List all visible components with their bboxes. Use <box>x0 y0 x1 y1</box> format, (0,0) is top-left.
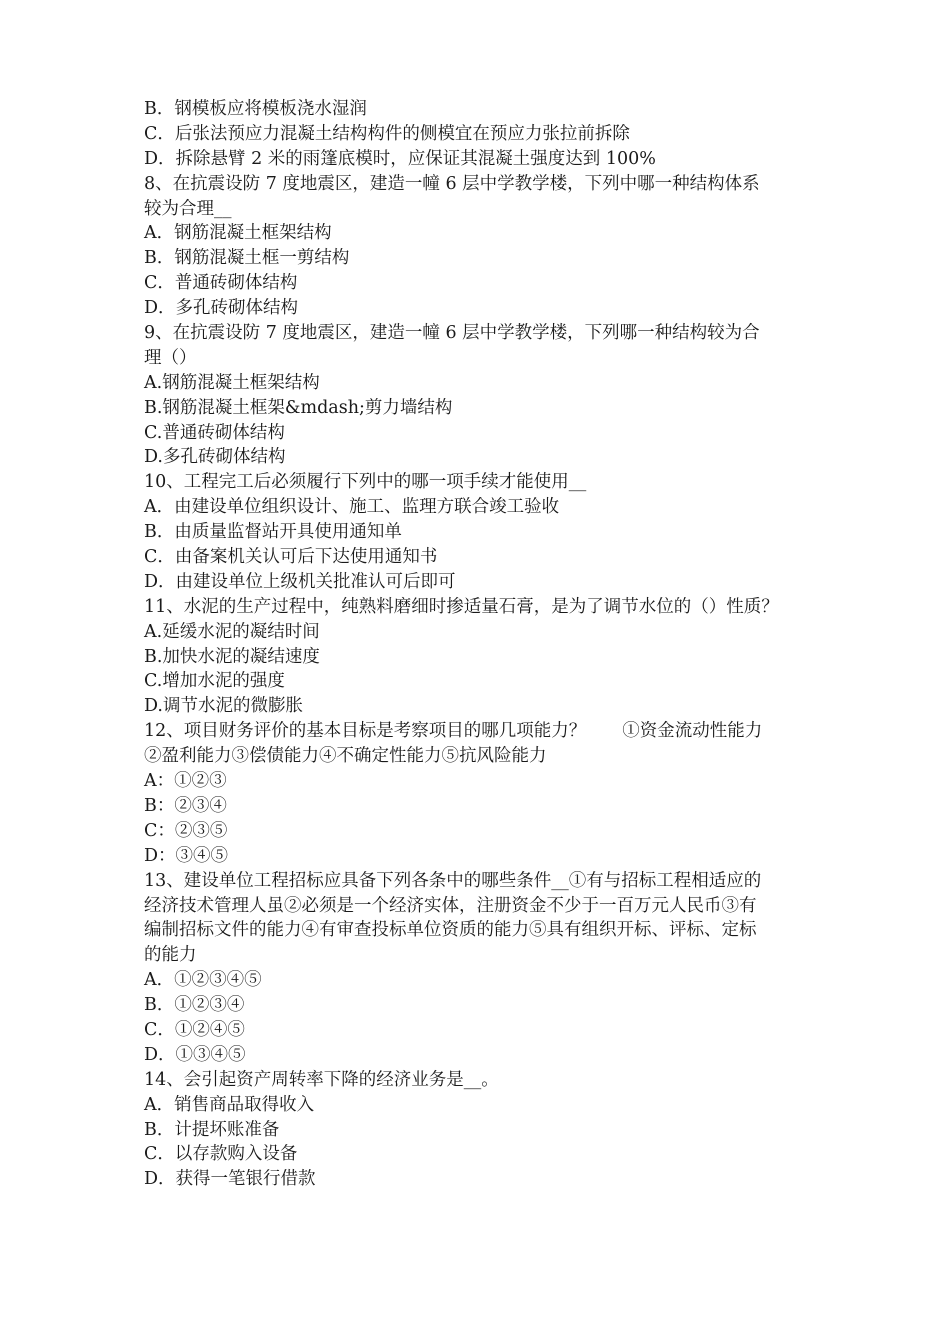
answer-option: C．普通砖砌体结构 <box>144 273 298 294</box>
answer-option: C.普通砖砌体结构 <box>144 422 285 443</box>
document-body <box>144 97 810 1192</box>
answer-option: A.延缓水泥的凝结时间 <box>144 621 320 642</box>
answer-option: C．以存款购入设备 <box>144 1144 298 1165</box>
answer-option: B．钢模板应将模板浇水湿润 <box>144 99 367 119</box>
answer-option: B.钢筋混凝土框架&mdash;剪力墙结构 <box>144 397 453 418</box>
answer-option: A．由建设单位组织设计、施工、监理方联合竣工验收 <box>144 497 560 518</box>
question-stem-line: 较为合理__ <box>144 198 232 219</box>
answer-option: D．由建设单位上级机关批准认可后即可 <box>144 571 456 592</box>
question-stem-line: 9、在抗震设防 7 度地震区，建造一幢 6 层中学教学楼，下列哪一种结构较为合 <box>144 323 760 344</box>
answer-option: B．由质量监督站开具使用通知单 <box>144 522 402 543</box>
answer-option: C.增加水泥的强度 <box>144 671 285 692</box>
question-stem-line: 14、会引起资产周转率下降的经济业务是__。 <box>144 1069 499 1090</box>
answer-option: B．①②③④ <box>144 995 245 1016</box>
answer-option: D．多孔砖砌体结构 <box>144 298 299 319</box>
answer-option: C：②③⑤ <box>144 820 228 841</box>
answer-option: A．①②③④⑤ <box>144 970 262 991</box>
answer-option: B.加快水泥的凝结速度 <box>144 646 320 667</box>
answer-option: C．①②④⑤ <box>144 1019 245 1040</box>
answer-option: A．钢筋混凝土框架结构 <box>144 223 332 244</box>
question-stem-line: 理（） <box>144 347 197 368</box>
question-stem-line: 编制招标文件的能力④有审查投标单位资质的能力⑤具有组织开标、评标、定标 <box>144 920 757 941</box>
question-stem-part: 12、项目财务评价的基本目标是考察项目的哪几项能力？ <box>144 721 587 742</box>
question-stem-line: 11、水泥的生产过程中，纯熟料磨细时掺适量石膏，是为了调节水位的（）性质？ <box>144 596 779 617</box>
question-stem-line: 的能力 <box>144 945 197 966</box>
answer-option: D.调节水泥的微膨胀 <box>144 696 303 717</box>
answer-option: B．钢筋混凝土框一剪结构 <box>144 248 350 269</box>
question-stem-line <box>144 719 810 744</box>
answer-option: D：③④⑤ <box>144 845 229 866</box>
answer-option: B．计提坏账准备 <box>144 1119 280 1140</box>
answer-option: A.钢筋混凝土框架结构 <box>144 372 320 393</box>
question-stem-part: ①资金流动性能力 <box>622 721 763 742</box>
question-stem-line: 10、工程完工后必须履行下列中的哪一项手续才能使用__ <box>144 472 587 493</box>
answer-option: A．销售商品取得收入 <box>144 1094 315 1115</box>
answer-option: B：②③④ <box>144 795 227 816</box>
answer-option: D.多孔砖砌体结构 <box>144 447 286 468</box>
answer-option: A：①②③ <box>144 771 227 792</box>
question-stem-line: 8、在抗震设防 7 度地震区，建造一幢 6 层中学教学楼，下列中哪一种结构体系 <box>144 173 760 194</box>
answer-option: D．①③④⑤ <box>144 1044 246 1065</box>
question-stem-line: 经济技术管理人虽②必须是一个经济实体，注册资金不少于一百万元人民币③有 <box>144 895 757 916</box>
answer-option: D．拆除悬臂 2 米的雨篷底模时，应保证其混凝土强度达到 100% <box>144 148 656 169</box>
question-stem-line: ②盈利能力③偿债能力④不确定性能力⑤抗风险能力 <box>144 746 547 767</box>
answer-option: C．后张法预应力混凝土结构构件的侧模宜在预应力张拉前拆除 <box>144 123 630 144</box>
question-stem-line: 13、建设单位工程招标应具备下列各条中的哪些条件__①有与招标工程相适应的 <box>144 870 762 891</box>
answer-option: D．获得一笔银行借款 <box>144 1169 316 1190</box>
answer-option: C．由备案机关认可后下达使用通知书 <box>144 547 438 568</box>
